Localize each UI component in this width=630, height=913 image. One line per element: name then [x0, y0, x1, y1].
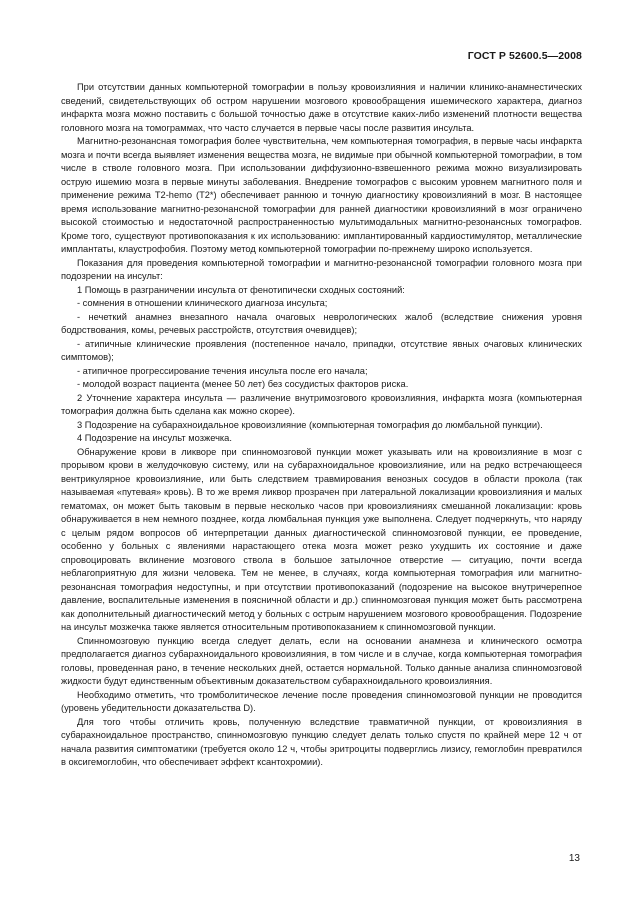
- paragraph: Необходимо отметить, что тромболитическое лечение после проведения спинномозговой пункции не проводится (уровень убедительности доказательства D).: [61, 689, 582, 713]
- list-item: 1 Помощь в разграничении инсульта от фенотипически сходных состояний:: [77, 284, 405, 295]
- list-item: - нечеткий анамнез внезапного начала очаговых неврологических жалоб (вследствие снижения уровня бодрствования, комы, речевых расстройств, отсутствия очевидцев);: [61, 311, 582, 335]
- paragraph: При отсутствии данных компьютерной томографии в пользу кровоизлияния и наличии клинико-анамнестических сведений, свидетельствующих об остром нарушении мозгового кровообращения ишемического характера, диагноз инфаркта мозга можно поставить с большой точностью даже в отсутствие каких-либо изменений плотности вещества головного мозга на томограммах, что часто случается в первые часы после развития инсульта.: [61, 82, 582, 133]
- list-item: - сомнения в отношении клинического диагноза инсульта;: [77, 298, 328, 308]
- paragraph: Для того чтобы отличить кровь, полученную вследствие травматичной пункции, от кровоизлияния в субарахноидальное пространство, спинномозговую пункцию следует делать только спустя по крайней мере 12 ч от начала развития симптоматики (требуется около 12 ч, чтобы эритроциты подверглись лизису, гемоглобин превратился в оксигемоглобин, что обеспечивает эффект ксантохромии).: [61, 716, 582, 767]
- paragraph: Показания для проведения компьютерной томографии и магнитно-резонансной томографии головного мозга при подозрении на инсульт:: [61, 257, 582, 281]
- list-item: - молодой возраст пациента (менее 50 лет) без сосудистых факторов риска.: [77, 379, 409, 389]
- paragraph: Спинномозговую пункцию всегда следует делать, если на основании анамнеза и клинического осмотра предполагается диагноз субарахноидального кровоизлияния, в том числе и в случае, когда компьютерная томография головы, проведенная рано, в течение нескольких дней, остается нормальной. Только данные анализа спинномозговой жидкости будут единственным объективным доказательством субарахноидального кровоизлияния.: [61, 635, 582, 686]
- list-item: - атипичные клинические проявления (постепенное начало, припадки, отсутствие явных очаговых клинических симптомов);: [61, 338, 582, 362]
- paragraph: Магнитно-резонансная томография более чувствительна, чем компьютерная томография, в первые часы инфаркта мозга и почти всегда выявляет изменения вещества мозга, не видимые при обычной компьютерной томографии, в том числе в стволе головного мозга. При использовании диффузионно-взвешенного режима можно визуализировать острую ишемию мозга в первые минуты заболевания. Внедрение томографов с высоким уровнем магнитного поля и применение режима Т2-hemo (Т2*) обеспечивает раннюю и точную диагностику кровоизлияний в мозг. В настоящее время использование магнитно-резонансной томографии для ранней диагностики кровоизлияний в мозг ограничено высокой стоимостью и недостаточной распространенностью мультимодальных магнитно-резонансных томографов. Кроме того, существуют противопоказания к их использованию: имплантированный кардиостимулятор, металлические имплантаты, клаустрофобия. Поэтому метод компьютерной томографии по-прежнему широко используется.: [61, 136, 582, 254]
- paragraph: Обнаружение крови в ликворе при спинномозговой пункции может указывать или на кровоизлияние в мозг с прорывом крови в желудочковую систему, или на субарахноидальное кровоизлияние, или на редко встречающееся вентрикулярное кровоизлияние, или быть следствием травмирования венозных сосудов в области прокола (так называемая «путевая» кровь). В то же время ликвор прозрачен при латеральной локализации кровоизлияния и малых гематомах, он может быть таковым в первые несколько часов при кровоизлияниях смешанной локализации: кровь обнаруживается в нем немного позднее, когда люмбальная пункция уже выполнена. Следует подчеркнуть, что наряду с целым рядом вопросов об интерпретации данных диагностической спинномозговой пункции, ее проведение, особенно у больных с явлениями нарастающего отека мозга может резко ухудшить их состояние и даже спровоцировать вклинение мозгового ствола в большое затылочное отверстие — ситуацию, почти всегда неблагоприятную для жизни человека. Тем не менее, в случаях, когда компьютерная томография или магнитно-резонансная томография недоступны, и при отсутствии противопоказаний (подозрение на высокое внутричерепное давление, воспалительные изменения в поясничной области и др.) спинномозговая пункция может быть рассмотрена как дополнительный диагностический метод у больных с острым нарушением мозгового кровообращения. Подозрение на инсульт мозжечка также является относительным противопоказанием к спинномозговой пункции.: [61, 446, 582, 632]
- page-number: 13: [568, 853, 580, 864]
- list-item: 2 Уточнение характера инсульта — различение внутримозгового кровоизлияния, инфаркта мозга (компьютерная томография должна быть сделана как можно скорее).: [61, 392, 582, 416]
- list-item: - атипичное прогрессирование течения инсульта после его начала;: [77, 365, 368, 376]
- document-body: [61, 81, 582, 770]
- list-item: 4 Подозрение на инсульт мозжечка.: [77, 433, 232, 443]
- list-item: 3 Подозрение на субарахноидальное кровоизлияние (компьютерная томография до люмбальной пункции).: [77, 419, 543, 430]
- document-header: ГОСТ Р 52600.5—2008: [467, 50, 582, 62]
